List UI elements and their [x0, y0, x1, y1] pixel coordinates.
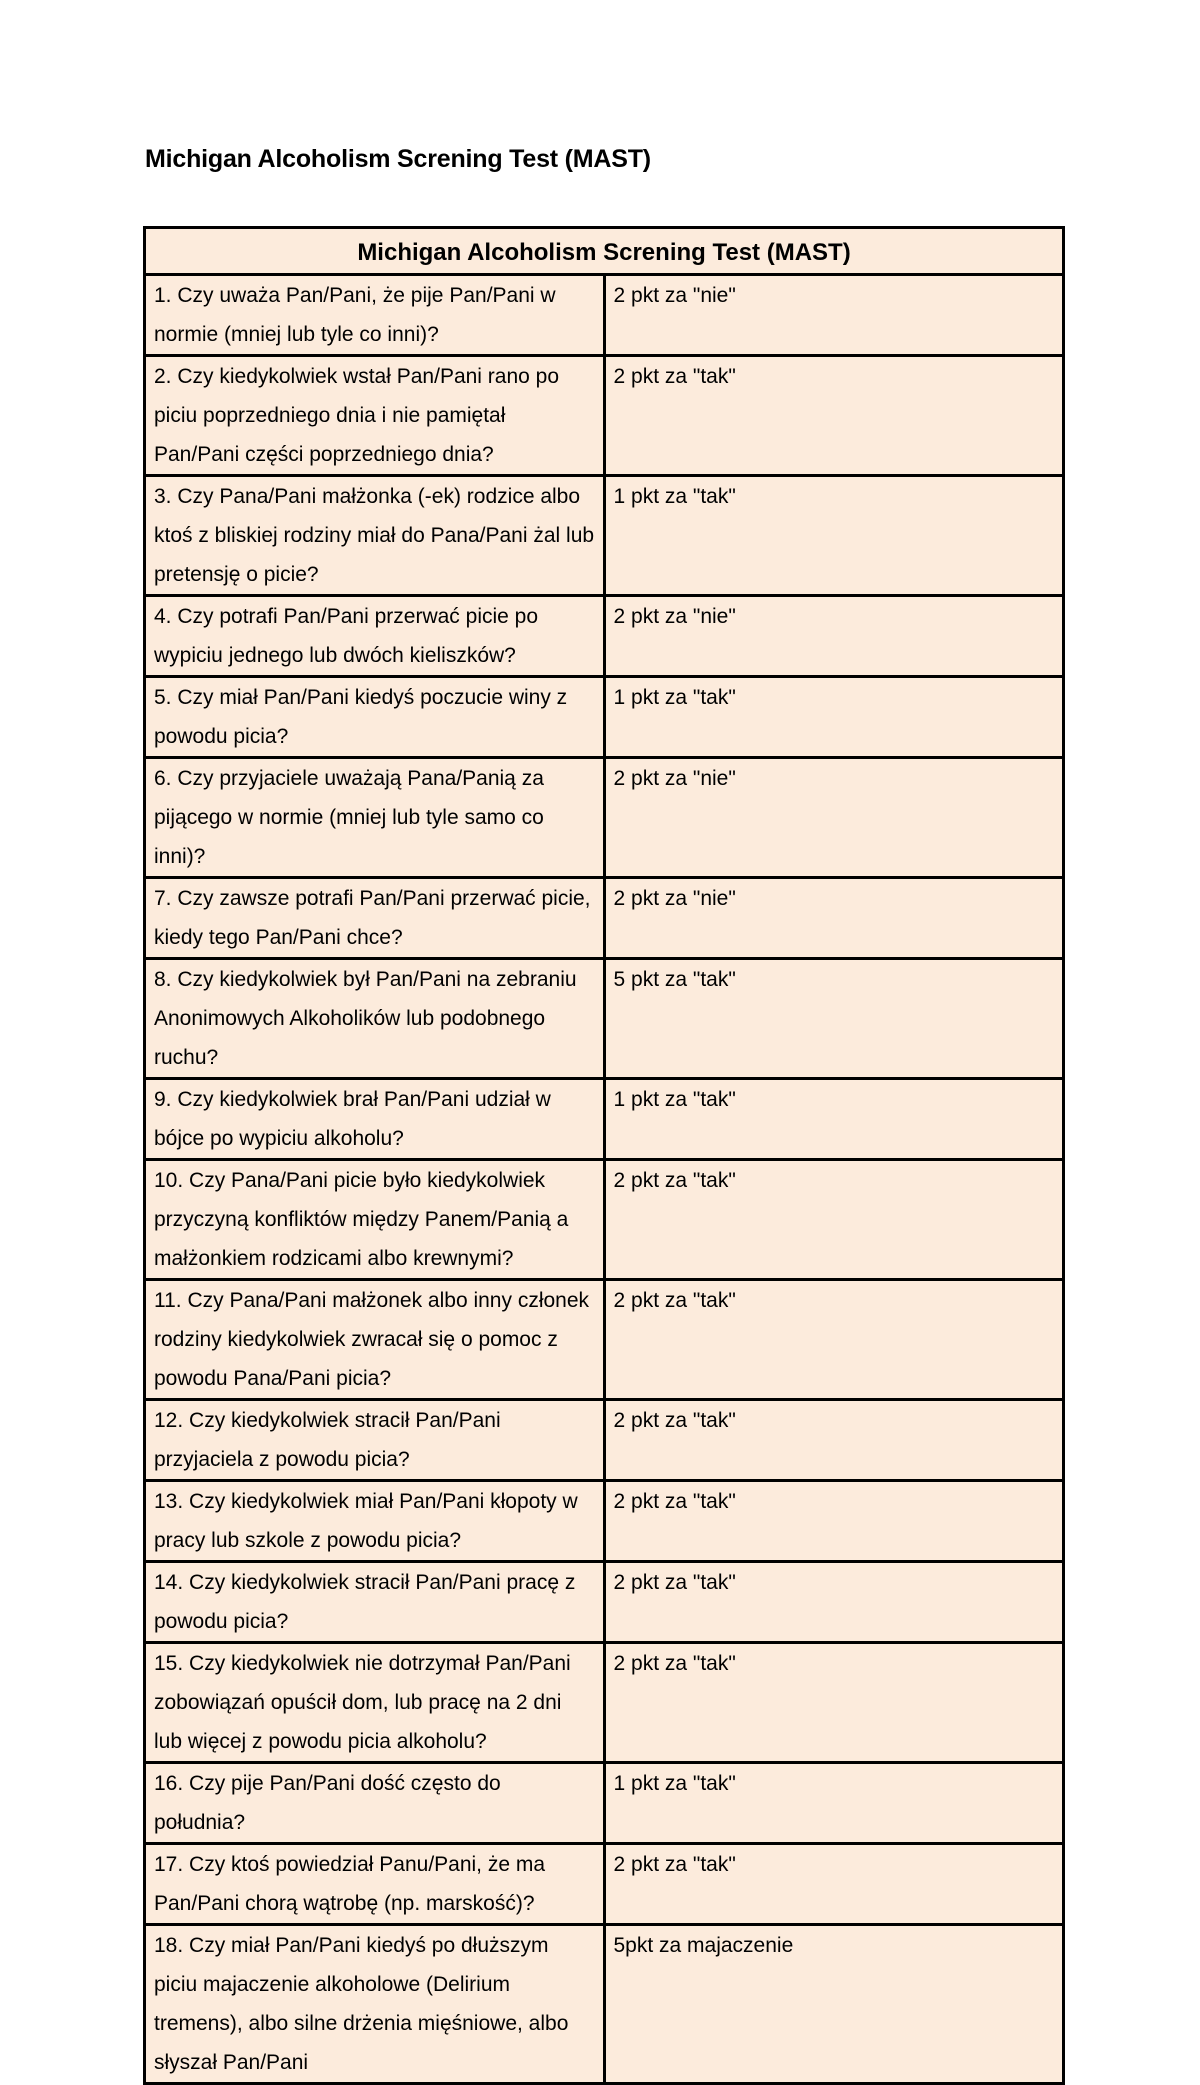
question-cell: 5. Czy miał Pan/Pani kiedyś poczucie winy z powodu picia? — [145, 677, 605, 758]
points-cell: 2 pkt za "tak" — [604, 1280, 1064, 1400]
points-cell: 5pkt za majaczenie — [604, 1925, 1064, 2084]
points-cell: 1 pkt za "tak" — [604, 1763, 1064, 1844]
table-row — [145, 959, 1064, 1079]
question-cell: 14. Czy kiedykolwiek stracił Pan/Pani pracę z powodu picia? — [145, 1562, 605, 1643]
points-cell: 1 pkt za "tak" — [604, 677, 1064, 758]
question-cell: 11. Czy Pana/Pani małżonek albo inny członek rodziny kiedykolwiek zwracał się o pomoc z powodu Pana/Pani picia? — [145, 1280, 605, 1400]
mast-table-container — [143, 226, 1065, 2074]
table-row — [145, 476, 1064, 596]
mast-table-body — [145, 228, 1064, 2084]
mast-table — [143, 226, 1065, 2085]
table-row — [145, 356, 1064, 476]
points-cell: 2 pkt za "tak" — [604, 1562, 1064, 1643]
points-cell: 2 pkt za "tak" — [604, 1844, 1064, 1925]
points-cell: 2 pkt za "tak" — [604, 1481, 1064, 1562]
table-row — [145, 1562, 1064, 1643]
points-cell: 2 pkt za "tak" — [604, 1643, 1064, 1763]
question-cell: 16. Czy pije Pan/Pani dość często do południa? — [145, 1763, 605, 1844]
question-cell: 8. Czy kiedykolwiek był Pan/Pani na zebraniu Anonimowych Alkoholików lub podobnego ruchu? — [145, 959, 605, 1079]
question-cell: 18. Czy miał Pan/Pani kiedyś po dłuższym piciu majaczenie alkoholowe (Delirium tremens), albo silne drżenia mięśniowe, albo słyszał Pan/Pani — [145, 1925, 605, 2084]
table-row — [145, 1400, 1064, 1481]
table-header: Michigan Alcoholism Screning Test (MAST) — [145, 228, 1064, 275]
table-row — [145, 275, 1064, 356]
question-cell: 13. Czy kiedykolwiek miał Pan/Pani kłopoty w pracy lub szkole z powodu picia? — [145, 1481, 605, 1562]
question-cell: 3. Czy Pana/Pani małżonka (-ek) rodzice albo ktoś z bliskiej rodziny miał do Pana/Pani żal lub pretensję o picie? — [145, 476, 605, 596]
points-cell: 2 pkt za "nie" — [604, 596, 1064, 677]
points-cell: 2 pkt za "tak" — [604, 356, 1064, 476]
question-cell: 17. Czy ktoś powiedział Panu/Pani, że ma Pan/Pani chorą wątrobę (np. marskość)? — [145, 1844, 605, 1925]
question-cell: 7. Czy zawsze potrafi Pan/Pani przerwać picie, kiedy tego Pan/Pani chce? — [145, 878, 605, 959]
table-row — [145, 596, 1064, 677]
table-row — [145, 1160, 1064, 1280]
document-title: Michigan Alcoholism Screning Test (MAST) — [145, 145, 651, 173]
question-cell: 6. Czy przyjaciele uważają Pana/Panią za pijącego w normie (mniej lub tyle samo co inni)? — [145, 758, 605, 878]
table-row — [145, 1079, 1064, 1160]
question-cell: 9. Czy kiedykolwiek brał Pan/Pani udział w bójce po wypiciu alkoholu? — [145, 1079, 605, 1160]
points-cell: 5 pkt za "tak" — [604, 959, 1064, 1079]
question-cell: 15. Czy kiedykolwiek nie dotrzymał Pan/Pani zobowiązań opuścił dom, lub pracę na 2 dni lub więcej z powodu picia alkoholu? — [145, 1643, 605, 1763]
points-cell: 2 pkt za "nie" — [604, 878, 1064, 959]
table-row — [145, 1643, 1064, 1763]
question-cell: 4. Czy potrafi Pan/Pani przerwać picie po wypiciu jednego lub dwóch kieliszków? — [145, 596, 605, 677]
table-row — [145, 758, 1064, 878]
points-cell: 1 pkt za "tak" — [604, 476, 1064, 596]
table-row — [145, 1280, 1064, 1400]
points-cell: 1 pkt za "tak" — [604, 1079, 1064, 1160]
table-row — [145, 677, 1064, 758]
question-cell: 12. Czy kiedykolwiek stracił Pan/Pani przyjaciela z powodu picia? — [145, 1400, 605, 1481]
table-row — [145, 1481, 1064, 1562]
table-row — [145, 1925, 1064, 2084]
table-row — [145, 1763, 1064, 1844]
question-cell: 10. Czy Pana/Pani picie było kiedykolwiek przyczyną konfliktów między Panem/Panią a małżonkiem rodzicami albo krewnymi? — [145, 1160, 605, 1280]
points-cell: 2 pkt za "nie" — [604, 275, 1064, 356]
points-cell: 2 pkt za "tak" — [604, 1400, 1064, 1481]
points-cell: 2 pkt za "tak" — [604, 1160, 1064, 1280]
table-row — [145, 878, 1064, 959]
points-cell: 2 pkt za "nie" — [604, 758, 1064, 878]
table-row — [145, 1844, 1064, 1925]
table-header-row — [145, 228, 1064, 275]
question-cell: 1. Czy uważa Pan/Pani, że pije Pan/Pani w normie (mniej lub tyle co inni)? — [145, 275, 605, 356]
question-cell: 2. Czy kiedykolwiek wstał Pan/Pani rano po piciu poprzedniego dnia i nie pamiętał Pan/Pani części poprzedniego dnia? — [145, 356, 605, 476]
